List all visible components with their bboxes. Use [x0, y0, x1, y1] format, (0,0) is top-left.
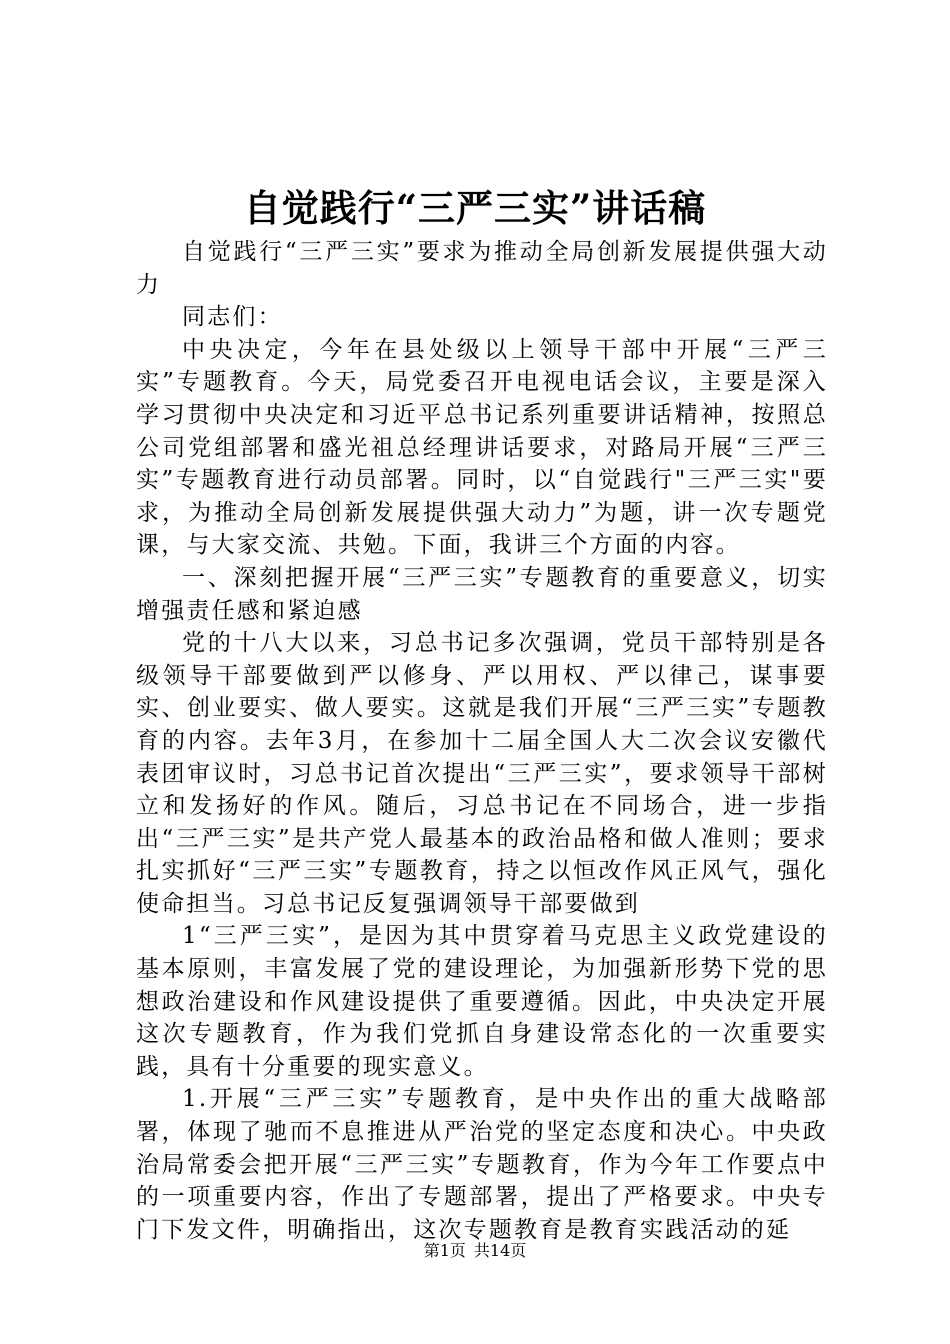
section-heading: 一、深刻把握开展“三严三实”专题教育的重要意义，切实增强责任感和紧迫感: [136, 564, 828, 624]
body-paragraph: 党的十八大以来，习总书记多次强调，党员干部特别是各级领导干部要做到严以修身、严以用权、严以律己，谋事要实、创业要实、做人要实。这就是我们开展“三严三实”专题教育的内容。去年3月，在参加十二届全国人大二次会议安徽代表团审议时，习总书记首次提出“三严三实”，要求领导干部树立和发扬好的作风。随后，习总书记在不同场合，进一步指出“三严三实”是共产党人最基本的政治品格和做人准则；要求扎实抓好“三严三实”专题教育，持之以恒改作风正风气，强化使命担当。习总书记反复强调领导干部要做到: [136, 630, 828, 917]
page-footer: [0, 1240, 950, 1262]
document-body: [136, 236, 828, 1246]
body-paragraph: 1.开展“三严三实”专题教育，是中央作出的重大战略部署，体现了驰而不息推进从严治党的坚定态度和决心。中央政治局常委会把开展“三严三实”专题教育，作为今年工作要点中的一项重要内容，作出了专题部署，提出了严格要求。中央专门下发文件，明确指出，这次专题教育是教育实践活动的延: [136, 1086, 828, 1243]
body-paragraph: 中央决定，今年在县处级以上领导干部中开展“三严三实”专题教育。今天，局党委召开电视电话会议，主要是深入学习贯彻中央决定和习近平总书记系列重要讲话精神，按照总公司党组部署和盛光祖总经理讲话要求，对路局开展“三严三实”专题教育进行动员部署。同时，以“自觉践行"三严三实"要求，为推动全局创新发展提供强大动力”为题，讲一次专题党课，与大家交流、共勉。下面，我讲三个方面的内容。: [136, 336, 828, 559]
page-total: 共14页: [473, 1241, 527, 1260]
body-paragraph: 1“三严三实”，是因为其中贯穿着马克思主义政党建设的基本原则，丰富发展了党的建设理论，为加强新形势下党的思想政治建设和作风建设提供了重要遵循。因此，中央决定开展这次专题教育，作为我们党抓自身建设常态化的一次重要实践，具有十分重要的现实意义。: [136, 923, 828, 1080]
salutation-paragraph: 同志们：: [182, 304, 283, 331]
page-number: 第1页: [423, 1241, 466, 1260]
subtitle-paragraph: 自觉践行“三严三实”要求为推动全局创新发展提供强大动力: [136, 239, 828, 298]
document-title: 自觉践行“三严三实”讲话稿: [243, 186, 707, 230]
